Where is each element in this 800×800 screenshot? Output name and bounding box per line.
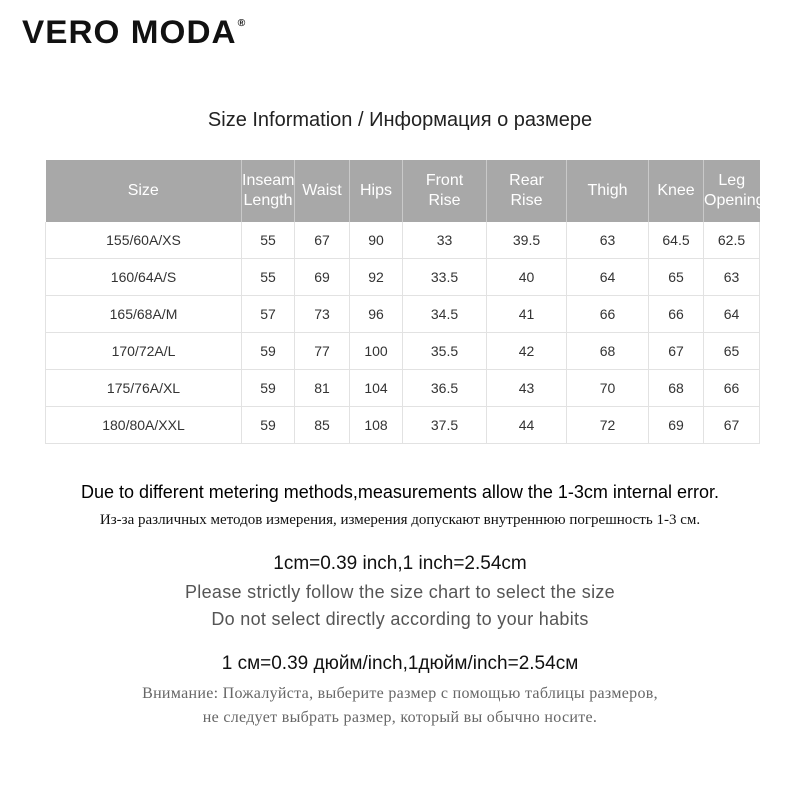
measurement-cell: 69 <box>649 407 704 444</box>
measurement-cell: 108 <box>350 407 403 444</box>
table-row <box>46 333 760 370</box>
brand-logo <box>22 14 246 51</box>
measurement-cell: 40 <box>487 259 567 296</box>
table-row <box>46 259 760 296</box>
column-header-label: Hips <box>359 182 392 199</box>
column-header-label: Rise <box>510 192 543 209</box>
brand-name: VERO MODA <box>22 14 237 50</box>
column-header-label: Size <box>127 182 159 199</box>
column-header <box>46 160 242 222</box>
measurement-cell: 64.5 <box>649 222 704 259</box>
measurement-cell: 33 <box>403 222 487 259</box>
measurement-cell: 33.5 <box>403 259 487 296</box>
column-header-label: Waist <box>302 182 342 199</box>
measurement-cell: 104 <box>350 370 403 407</box>
warning-ru-line-1: Внимание: Пожалуйста, выберите размер с помощью таблицы размеров, <box>142 685 658 702</box>
measurement-error-note-ru: Из-за различных методов измерения, измерения допускают внутреннюю погрешность 1-3 см. <box>99 512 701 528</box>
measurement-cell: 41 <box>487 296 567 333</box>
size-table-header-row <box>46 160 760 222</box>
measurement-cell: 100 <box>350 333 403 370</box>
measurement-cell: 35.5 <box>403 333 487 370</box>
measurement-cell: 90 <box>350 222 403 259</box>
unit-conversion-en: 1cm=0.39 inch,1 inch=2.54cm <box>273 553 527 574</box>
registered-mark: ® <box>237 18 247 29</box>
table-row <box>46 407 760 444</box>
measurement-cell: 85 <box>295 407 350 444</box>
column-header-label: Opening <box>704 192 765 209</box>
measurement-cell: 59 <box>242 407 295 444</box>
measurement-cell: 72 <box>567 407 649 444</box>
measurement-cell: 55 <box>242 222 295 259</box>
measurement-cell: 37.5 <box>403 407 487 444</box>
column-header-label: Thigh <box>587 182 628 199</box>
measurement-cell: 39.5 <box>487 222 567 259</box>
measurement-cell: 92 <box>350 259 403 296</box>
column-header-label: Knee <box>657 182 695 199</box>
column-header <box>487 160 567 222</box>
column-header-label: Rear <box>509 172 544 189</box>
measurement-cell: 96 <box>350 296 403 333</box>
size-cell: 160/64A/S <box>46 259 242 296</box>
measurement-cell: 43 <box>487 370 567 407</box>
measurement-cell: 70 <box>567 370 649 407</box>
column-header-label: Rise <box>428 192 461 209</box>
measurement-error-note-en: Due to different metering methods,measurements allow the 1-3cm internal error. <box>81 482 719 502</box>
habits-note: Do not select directly according to your habits <box>211 609 589 629</box>
size-table <box>45 160 765 444</box>
measurement-cell: 68 <box>649 370 704 407</box>
size-cell: 175/76A/XL <box>46 370 242 407</box>
size-cell: 155/60A/XS <box>46 222 242 259</box>
column-header-label: Front <box>425 172 464 189</box>
unit-conversion-ru: 1 см=0.39 дюйм/inch,1дюйм/inch=2.54см <box>221 653 579 674</box>
follow-size-chart-note: Please strictly follow the size chart to select the size <box>185 582 615 602</box>
warning-ru-line-2: не следует выбрать размер, который вы обычно носите. <box>202 709 598 726</box>
measurement-cell: 55 <box>242 259 295 296</box>
measurement-cell: 42 <box>487 333 567 370</box>
size-table-body <box>46 222 760 444</box>
page-title: Size Information / Информация о размере <box>207 109 593 131</box>
column-header <box>704 160 765 222</box>
measurement-cell: 73 <box>295 296 350 333</box>
size-cell: 165/68A/M <box>46 296 242 333</box>
table-row <box>46 222 760 259</box>
measurement-cell: 67 <box>295 222 350 259</box>
column-header <box>295 160 350 222</box>
measurement-cell: 64 <box>704 296 760 333</box>
measurement-cell: 64 <box>567 259 649 296</box>
measurement-cell: 68 <box>567 333 649 370</box>
column-header <box>649 160 704 222</box>
table-row <box>46 296 760 333</box>
column-header-label: Inseam <box>242 172 295 189</box>
measurement-cell: 66 <box>649 296 704 333</box>
column-header-label: Length <box>243 192 293 209</box>
measurement-cell: 34.5 <box>403 296 487 333</box>
measurement-cell: 77 <box>295 333 350 370</box>
column-header-label: Leg <box>718 172 746 189</box>
measurement-cell: 67 <box>649 333 704 370</box>
size-cell: 170/72A/L <box>46 333 242 370</box>
measurement-cell: 57 <box>242 296 295 333</box>
measurement-cell: 81 <box>295 370 350 407</box>
measurement-cell: 59 <box>242 370 295 407</box>
measurement-cell: 65 <box>649 259 704 296</box>
column-header <box>567 160 649 222</box>
measurement-cell: 36.5 <box>403 370 487 407</box>
table-row <box>46 370 760 407</box>
measurement-cell: 66 <box>704 370 760 407</box>
measurement-cell: 63 <box>567 222 649 259</box>
column-header <box>242 160 295 222</box>
measurement-cell: 69 <box>295 259 350 296</box>
column-header <box>403 160 487 222</box>
measurement-cell: 44 <box>487 407 567 444</box>
measurement-cell: 65 <box>704 333 760 370</box>
measurement-cell: 62.5 <box>704 222 760 259</box>
measurement-cell: 66 <box>567 296 649 333</box>
size-cell: 180/80A/XXL <box>46 407 242 444</box>
measurement-cell: 67 <box>704 407 760 444</box>
column-header <box>350 160 403 222</box>
measurement-cell: 63 <box>704 259 760 296</box>
measurement-cell: 59 <box>242 333 295 370</box>
